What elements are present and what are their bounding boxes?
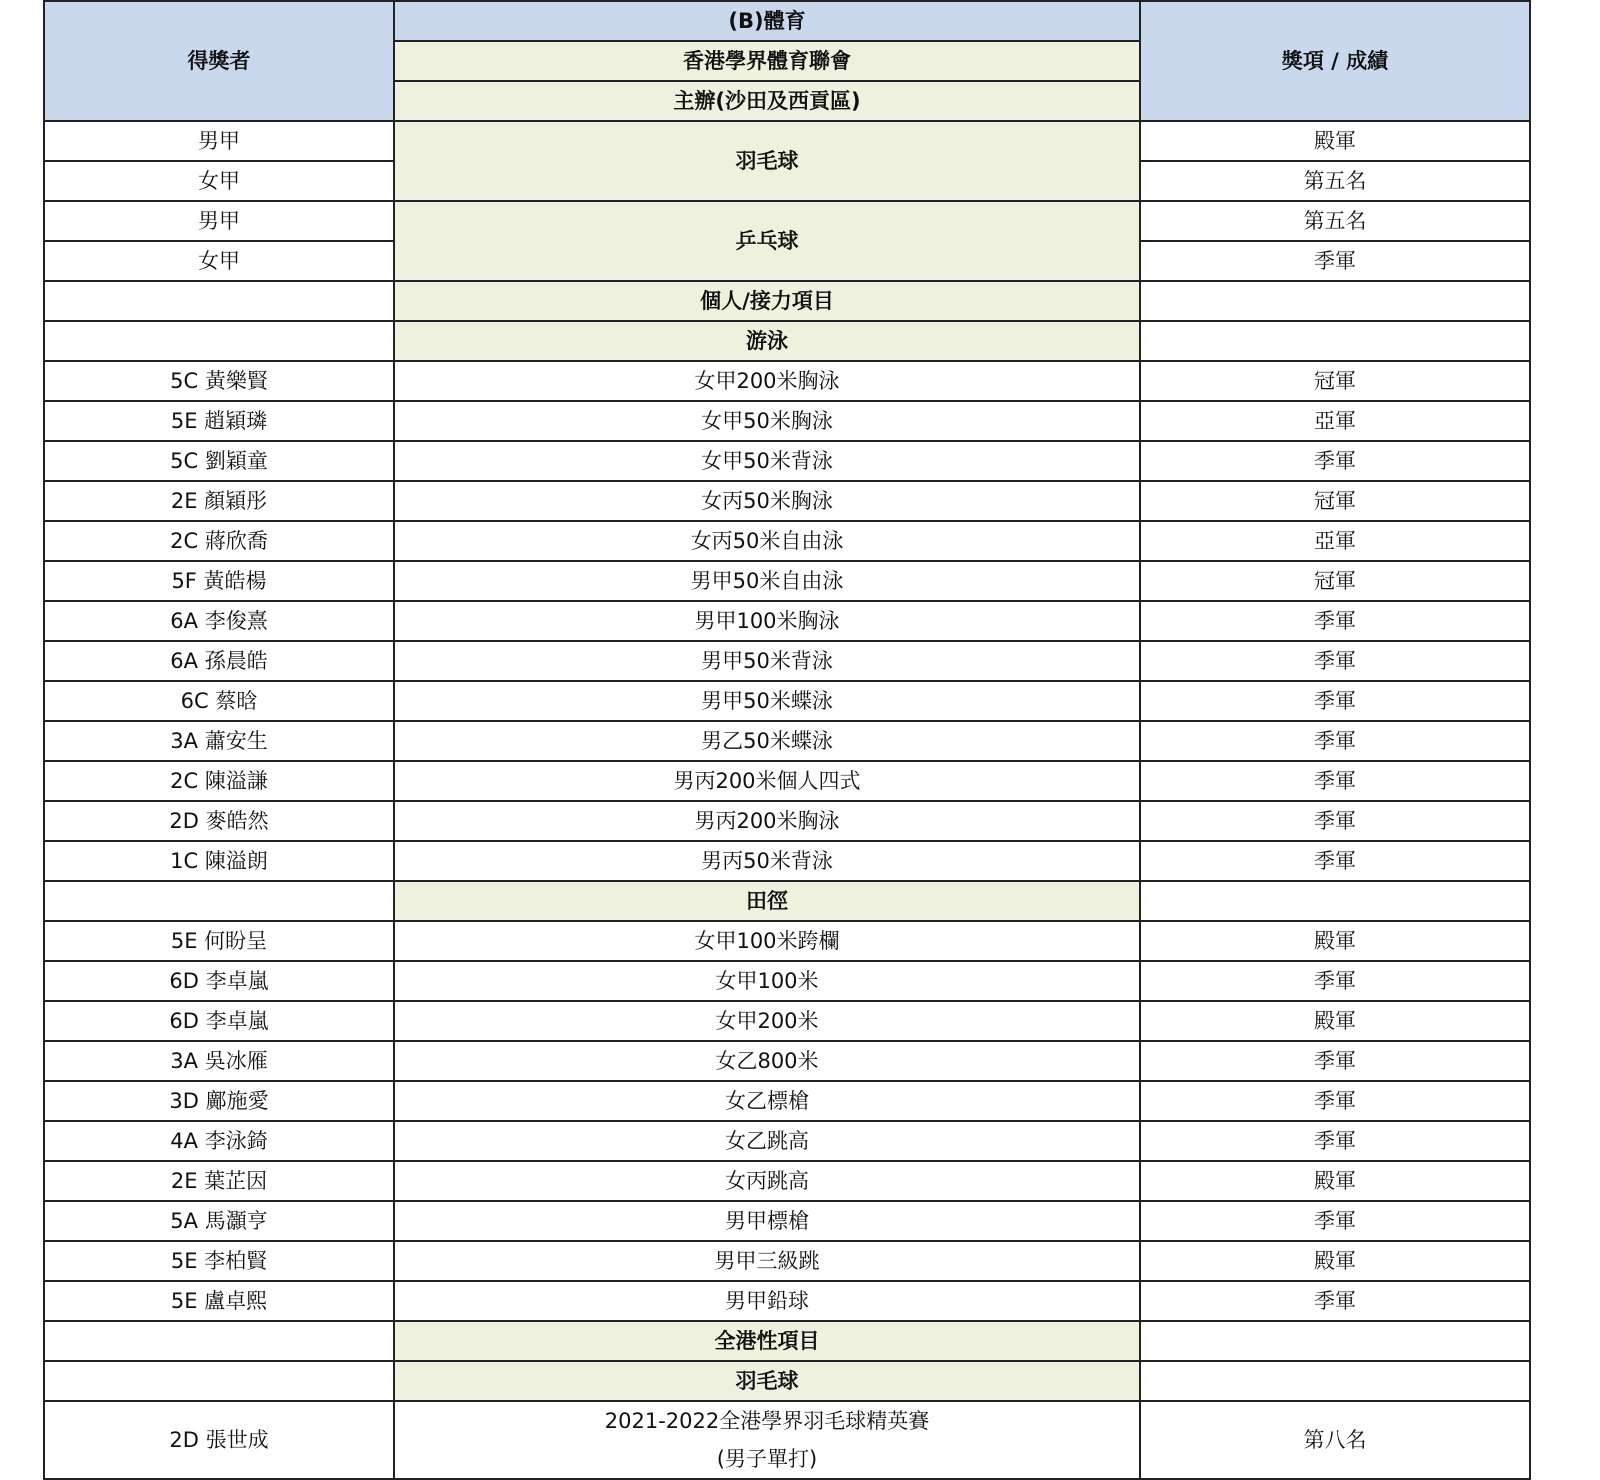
award-cell: 季軍	[1140, 1281, 1530, 1321]
winner-cell: 6D 李卓嵐	[44, 961, 394, 1001]
winner-cell: 5C 劉穎童	[44, 441, 394, 481]
event-cell: 男甲100米胸泳	[394, 601, 1140, 641]
empty-cell	[44, 281, 394, 321]
award-cell: 季軍	[1140, 721, 1530, 761]
empty-cell	[44, 1321, 394, 1361]
section-title: 田徑	[394, 881, 1140, 921]
winner-cell: 5E 李柏賢	[44, 1241, 394, 1281]
winner-column-header: 得獎者	[44, 1, 394, 121]
event-cell: 女甲50米背泳	[394, 441, 1140, 481]
award-cell: 第五名	[1140, 161, 1530, 201]
section-row-territory-wide	[44, 1321, 1530, 1361]
table-row	[44, 1401, 1530, 1479]
awards-table-body	[44, 1, 1530, 1479]
organizer-district: 主辦(沙田及西貢區)	[394, 81, 1140, 121]
table-row	[44, 1121, 1530, 1161]
section-title: 游泳	[394, 321, 1140, 361]
winner-cell: 6D 李卓嵐	[44, 1001, 394, 1041]
event-cell: 女丙50米自由泳	[394, 521, 1140, 561]
award-cell: 亞軍	[1140, 521, 1530, 561]
winner-cell: 5C 黃樂賢	[44, 361, 394, 401]
award-cell: 亞軍	[1140, 401, 1530, 441]
event-cell: 男甲50米自由泳	[394, 561, 1140, 601]
winner-cell: 1C 陳溢朗	[44, 841, 394, 881]
award-cell: 季軍	[1140, 961, 1530, 1001]
event-cell	[394, 1401, 1140, 1479]
award-cell: 冠軍	[1140, 361, 1530, 401]
event-cell: 女乙跳高	[394, 1121, 1140, 1161]
empty-cell	[1140, 1321, 1530, 1361]
section-row-individual	[44, 281, 1530, 321]
event-cell: 女甲50米胸泳	[394, 401, 1140, 441]
table-row	[44, 1281, 1530, 1321]
table-row	[44, 841, 1530, 881]
award-column-header: 獎項 / 成績	[1140, 1, 1530, 121]
event-cell: 男甲三級跳	[394, 1241, 1140, 1281]
winner-cell: 2E 顏穎彤	[44, 481, 394, 521]
award-cell: 殿軍	[1140, 1161, 1530, 1201]
event-cell: 男甲鉛球	[394, 1281, 1140, 1321]
empty-cell	[1140, 321, 1530, 361]
table-row	[44, 1241, 1530, 1281]
award-cell: 殿軍	[1140, 121, 1530, 161]
empty-cell	[44, 881, 394, 921]
sport-cell: 羽毛球	[394, 121, 1140, 201]
empty-cell	[1140, 281, 1530, 321]
table-row	[44, 521, 1530, 561]
table-row	[44, 641, 1530, 681]
winner-cell: 3A 吳冰雁	[44, 1041, 394, 1081]
winner-cell: 5E 盧卓熙	[44, 1281, 394, 1321]
winner-cell: 女甲	[44, 241, 394, 281]
table-row	[44, 1081, 1530, 1121]
winner-cell: 2C 蔣欣喬	[44, 521, 394, 561]
category-header: (B)體育	[394, 1, 1140, 41]
event-cell: 女甲200米胸泳	[394, 361, 1140, 401]
winner-cell: 5A 馬灝亨	[44, 1201, 394, 1241]
event-cell: 男乙50米蝶泳	[394, 721, 1140, 761]
winner-cell: 3A 蕭安生	[44, 721, 394, 761]
section-title: 全港性項目	[394, 1321, 1140, 1361]
event-cell: 男丙50米背泳	[394, 841, 1140, 881]
table-row	[44, 1161, 1530, 1201]
award-cell: 季軍	[1140, 641, 1530, 681]
event-cell: 女丙跳高	[394, 1161, 1140, 1201]
winner-cell: 2C 陳溢謙	[44, 761, 394, 801]
award-cell: 冠軍	[1140, 561, 1530, 601]
empty-cell	[44, 1361, 394, 1401]
section-row-athletics	[44, 881, 1530, 921]
table-row	[44, 1201, 1530, 1241]
event-cell: 女丙50米胸泳	[394, 481, 1140, 521]
winner-cell: 2E 葉芷因	[44, 1161, 394, 1201]
winner-cell: 5E 趙穎璘	[44, 401, 394, 441]
event-cell: 男丙200米胸泳	[394, 801, 1140, 841]
sport-cell: 乒乓球	[394, 201, 1140, 281]
table-row	[44, 961, 1530, 1001]
empty-cell	[1140, 1361, 1530, 1401]
award-cell: 季軍	[1140, 1121, 1530, 1161]
event-cell: 女甲200米	[394, 1001, 1140, 1041]
winner-cell: 女甲	[44, 161, 394, 201]
event-cell: 男丙200米個人四式	[394, 761, 1140, 801]
award-cell: 季軍	[1140, 801, 1530, 841]
award-cell: 殿軍	[1140, 1001, 1530, 1041]
event-cell: 男甲50米背泳	[394, 641, 1140, 681]
winner-cell: 男甲	[44, 121, 394, 161]
table-row	[44, 761, 1530, 801]
winner-cell: 2D 麥皓然	[44, 801, 394, 841]
event-cell: 女甲100米跨欄	[394, 921, 1140, 961]
team-event-row	[44, 201, 1530, 241]
winner-cell: 4A 李泳錡	[44, 1121, 394, 1161]
award-cell: 季軍	[1140, 601, 1530, 641]
table-row	[44, 1001, 1530, 1041]
table-row	[44, 921, 1530, 961]
table-row	[44, 401, 1530, 441]
event-cell: 女乙800米	[394, 1041, 1140, 1081]
table-row	[44, 481, 1530, 521]
winner-cell: 5E 何盼呈	[44, 921, 394, 961]
award-cell: 季軍	[1140, 241, 1530, 281]
organizer-name: 香港學界體育聯會	[394, 41, 1140, 81]
winner-cell: 5F 黃皓楊	[44, 561, 394, 601]
awards-table	[43, 0, 1531, 1480]
table-row	[44, 681, 1530, 721]
award-cell: 季軍	[1140, 1201, 1530, 1241]
event-line-2: (男子單打)	[716, 1447, 818, 1471]
award-cell: 殿軍	[1140, 1241, 1530, 1281]
table-row	[44, 601, 1530, 641]
award-cell: 殿軍	[1140, 921, 1530, 961]
winner-cell: 6A 孫晨皓	[44, 641, 394, 681]
section-row-swimming	[44, 321, 1530, 361]
award-cell: 季軍	[1140, 761, 1530, 801]
empty-cell	[1140, 881, 1530, 921]
award-cell: 季軍	[1140, 1081, 1530, 1121]
event-line-1: 2021-2022全港學界羽毛球精英賽	[604, 1409, 930, 1433]
table-row	[44, 441, 1530, 481]
winner-cell: 6C 蔡晗	[44, 681, 394, 721]
award-cell: 冠軍	[1140, 481, 1530, 521]
award-cell: 季軍	[1140, 1041, 1530, 1081]
section-row-badminton	[44, 1361, 1530, 1401]
winner-cell: 6A 李俊熹	[44, 601, 394, 641]
table-row	[44, 361, 1530, 401]
award-cell: 季軍	[1140, 841, 1530, 881]
winner-cell: 3D 鄺施愛	[44, 1081, 394, 1121]
event-cell: 女甲100米	[394, 961, 1140, 1001]
award-cell: 第五名	[1140, 201, 1530, 241]
table-row	[44, 721, 1530, 761]
empty-cell	[44, 321, 394, 361]
event-cell: 男甲50米蝶泳	[394, 681, 1140, 721]
team-event-row	[44, 121, 1530, 161]
header-row	[44, 1, 1530, 41]
award-cell: 季軍	[1140, 681, 1530, 721]
section-title: 個人/接力項目	[394, 281, 1140, 321]
table-row	[44, 1041, 1530, 1081]
event-cell: 男甲標槍	[394, 1201, 1140, 1241]
winner-cell: 男甲	[44, 201, 394, 241]
table-row	[44, 801, 1530, 841]
event-cell: 女乙標槍	[394, 1081, 1140, 1121]
winner-cell: 2D 張世成	[44, 1401, 394, 1479]
award-cell: 第八名	[1140, 1401, 1530, 1479]
award-cell: 季軍	[1140, 441, 1530, 481]
section-title: 羽毛球	[394, 1361, 1140, 1401]
table-row	[44, 561, 1530, 601]
